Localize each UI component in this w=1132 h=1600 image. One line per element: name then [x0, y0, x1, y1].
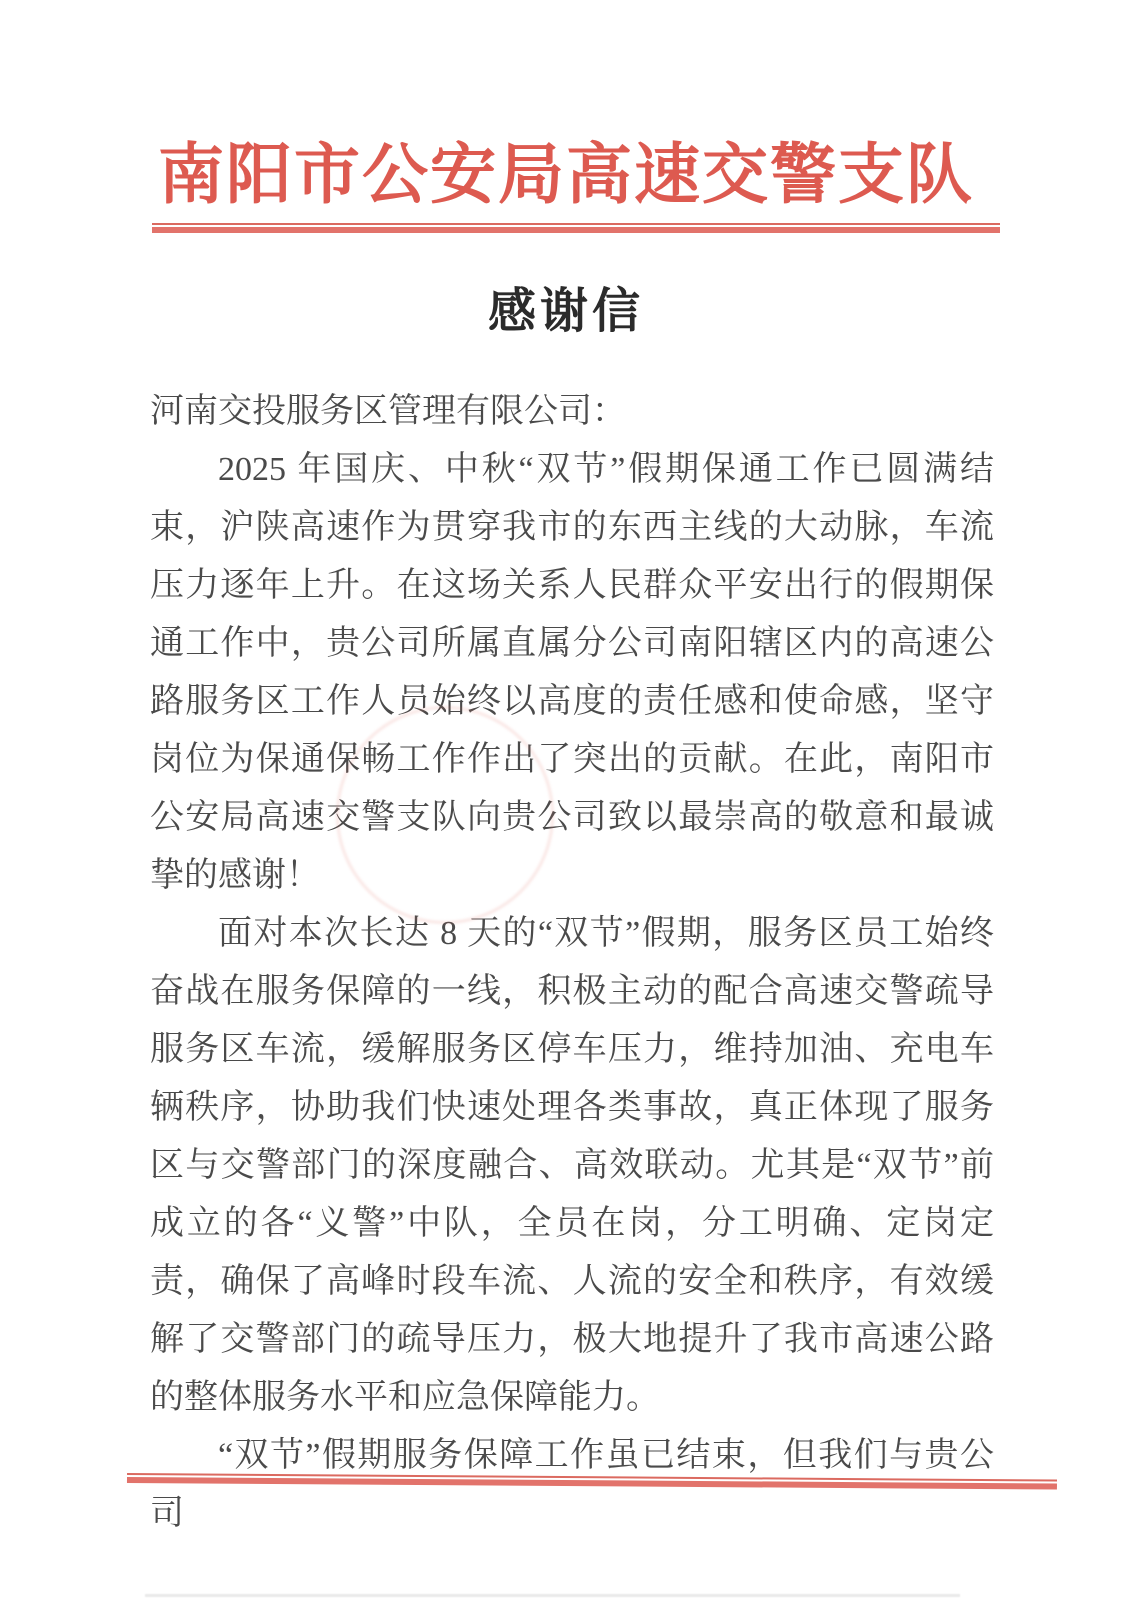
letterhead-divider-thick-line	[152, 227, 1000, 233]
scanner-edge-artifact	[145, 1594, 960, 1597]
letterhead-divider-line	[152, 223, 1000, 233]
paragraph-1: 2025 年国庆、中秋“双节”假期保通工作已圆满结束，沪陕高速作为贯穿我市的东西主线的大动脉，车流压力逐年上升。在这场关系人民群众平安出行的假期保通工作中，贵公司所属直属分公司南阳辖区内的高速公路服务区工作人员始终以高度的责任感和使命感，坚守岗位为保通保畅工作作出了突出的贡献。在此，南阳市公安局高速交警支队向贵公司致以最崇高的敬意和最诚挚的感谢！	[150, 451, 994, 894]
paragraph-3: “双节”假期服务保障工作虽已结束，但我们与贵公司	[150, 1437, 994, 1532]
letterhead-org-name: 南阳市公安局高速交警支队	[158, 139, 974, 212]
seal-bleedthrough-circle	[336, 706, 554, 924]
letter-body	[150, 383, 994, 1543]
letter-title: 感谢信	[487, 285, 644, 338]
salutation-line: 河南交投服务区管理有限公司：	[150, 393, 626, 430]
paragraph-2: 面对本次长达 8 天的“双节”假期，服务区员工始终奋战在服务保障的一线，积极主动的配合高速交警疏导服务区车流，缓解服务区停车压力，维持加油、充电车辆秩序，协助我们快速处理各类事故，真正体现了服务区与交警部门的深度融合、高效联动。尤其是“双节”前成立的各“义警”中队，全员在岗，分工明确、定岗定责，确保了高峰时段车流、人流的安全和秩序，有效缓解了交警部门的疏导压力，极大地提升了我市高速公路的整体服务水平和应急保障能力。	[150, 915, 994, 1416]
